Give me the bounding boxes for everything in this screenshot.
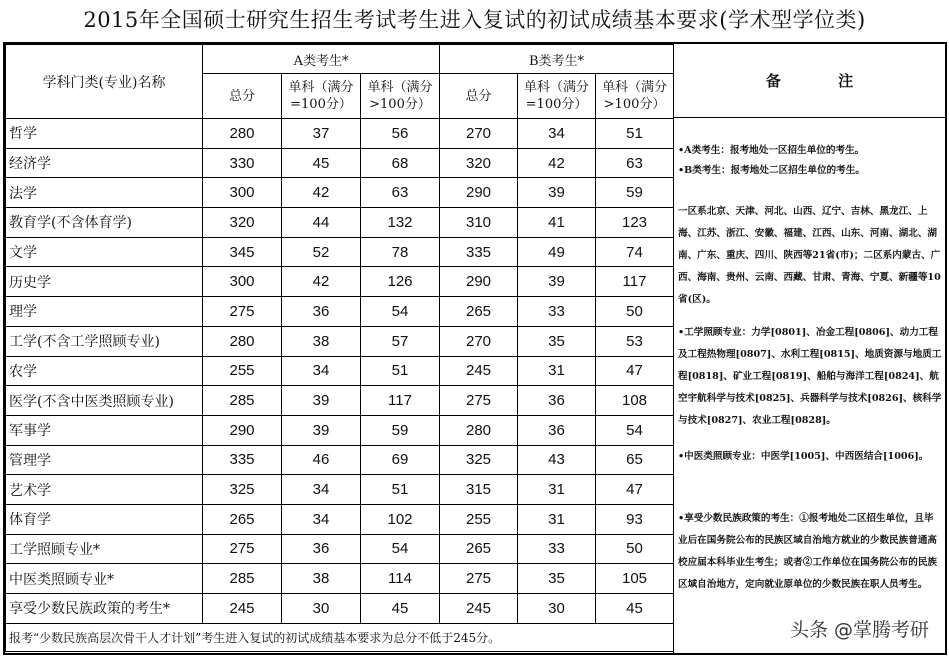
score-cell-b-s2: 51 (596, 119, 674, 149)
b-total-header: 总分 (440, 74, 518, 119)
subject-cell: 教育学(不含体育学) (6, 208, 203, 238)
b-single-over-header: 单科（满分 >100分） (596, 74, 674, 119)
score-cell-a-s1: 37 (282, 119, 361, 149)
score-cell-b-total: 270 (440, 326, 518, 356)
score-cell-b-s2: 93 (596, 504, 674, 534)
score-cell-a-s2: 51 (361, 475, 440, 505)
notes-heading: 备 注 (674, 44, 945, 118)
subject-cell: 医学(不含中医类照顾专业) (6, 386, 203, 416)
table-row (6, 237, 674, 267)
table-row (6, 445, 674, 475)
table-row (6, 208, 674, 238)
score-cell-a-s2: 54 (361, 297, 440, 327)
note-a-class: •A类考生：报考地处一区招生单位的考生。 (678, 145, 865, 156)
score-cell-b-s1: 49 (518, 237, 596, 267)
score-cell-b-s1: 36 (518, 415, 596, 445)
score-cell-b-s2: 105 (596, 564, 674, 594)
subject-cell: 享受少数民族政策的考生* (6, 594, 203, 624)
score-cell-a-total: 345 (203, 237, 282, 267)
table-row (6, 178, 674, 208)
score-cell-a-s2: 63 (361, 178, 440, 208)
table-row (6, 267, 674, 297)
score-cell-b-s1: 39 (518, 178, 596, 208)
score-cell-b-total: 320 (440, 148, 518, 178)
score-cell-a-total: 300 (203, 267, 282, 297)
subject-cell: 管理学 (6, 445, 203, 475)
score-cell-b-s2: 47 (596, 475, 674, 505)
score-cell-a-s1: 34 (282, 356, 361, 386)
subject-cell: 历史学 (6, 267, 203, 297)
group-a-header: A类考生* (203, 45, 440, 74)
table-row (6, 148, 674, 178)
score-cell-a-s2: 45 (361, 594, 440, 624)
score-cell-b-s1: 30 (518, 594, 596, 624)
score-cell-a-s1: 39 (282, 386, 361, 416)
score-cell-a-total: 335 (203, 445, 282, 475)
subject-cell: 工学(不含工学照顾专业) (6, 326, 203, 356)
subject-cell: 理学 (6, 297, 203, 327)
table-row (6, 297, 674, 327)
score-cell-a-s2: 126 (361, 267, 440, 297)
note-region: 一区系北京、天津、河北、山西、辽宁、吉林、黑龙江、上海、江苏、浙江、安徽、福建、江西、山东、河南、湖北、湖南、广东、重庆、四川、陕西等21省(市)；二区系内蒙古、广西、海南、贵州、云南、西藏、甘肃、青海、宁夏、新疆等10省(区)。 (678, 206, 941, 305)
score-cell-b-s1: 31 (518, 356, 596, 386)
score-cell-b-s2: 59 (596, 178, 674, 208)
score-cell-a-s1: 42 (282, 267, 361, 297)
score-cell-b-s2: 63 (596, 148, 674, 178)
score-cell-a-s1: 39 (282, 415, 361, 445)
group-b-header: B类考生* (440, 45, 674, 74)
score-cell-a-s1: 46 (282, 445, 361, 475)
score-cell-a-s1: 34 (282, 504, 361, 534)
score-cell-b-s1: 31 (518, 475, 596, 505)
score-cell-b-s2: 50 (596, 297, 674, 327)
score-cell-b-s1: 34 (518, 119, 596, 149)
score-cell-a-s2: 117 (361, 386, 440, 416)
subject-cell: 工学照顾专业* (6, 534, 203, 564)
score-cell-b-total: 280 (440, 415, 518, 445)
score-cell-b-s2: 53 (596, 326, 674, 356)
table-row (6, 326, 674, 356)
score-cell-a-s2: 78 (361, 237, 440, 267)
score-cell-a-s2: 57 (361, 326, 440, 356)
score-cell-b-total: 255 (440, 504, 518, 534)
subject-cell: 军事学 (6, 415, 203, 445)
score-table (5, 44, 674, 652)
score-cell-a-s2: 102 (361, 504, 440, 534)
score-cell-b-total: 245 (440, 594, 518, 624)
subject-cell: 农学 (6, 356, 203, 386)
score-cell-b-s1: 35 (518, 564, 596, 594)
score-cell-b-s2: 117 (596, 267, 674, 297)
score-cell-a-total: 325 (203, 475, 282, 505)
score-cell-b-total: 290 (440, 267, 518, 297)
score-cell-a-total: 245 (203, 594, 282, 624)
score-cell-a-total: 290 (203, 415, 282, 445)
table-row (6, 415, 674, 445)
score-cell-b-s2: 123 (596, 208, 674, 238)
subject-cell: 哲学 (6, 119, 203, 149)
a-total-header: 总分 (203, 74, 282, 119)
score-cell-a-s1: 45 (282, 148, 361, 178)
score-cell-a-s1: 30 (282, 594, 361, 624)
score-cell-a-s2: 56 (361, 119, 440, 149)
score-cell-b-s2: 65 (596, 445, 674, 475)
subject-cell: 文学 (6, 237, 203, 267)
score-cell-b-total: 270 (440, 119, 518, 149)
score-cell-b-total: 325 (440, 445, 518, 475)
score-cell-b-total: 315 (440, 475, 518, 505)
score-cell-b-s2: 54 (596, 415, 674, 445)
score-cell-b-total: 265 (440, 297, 518, 327)
subject-cell: 经济学 (6, 148, 203, 178)
score-cell-b-s2: 50 (596, 534, 674, 564)
score-cell-b-total: 335 (440, 237, 518, 267)
score-cell-b-s1: 39 (518, 267, 596, 297)
table-row (6, 475, 674, 505)
score-cell-a-total: 285 (203, 564, 282, 594)
score-cell-a-s1: 38 (282, 326, 361, 356)
score-cell-b-total: 275 (440, 386, 518, 416)
subject-cell: 法学 (6, 178, 203, 208)
score-cell-b-total: 265 (440, 534, 518, 564)
score-cell-a-total: 275 (203, 297, 282, 327)
table-row (6, 534, 674, 564)
score-cell-a-s1: 34 (282, 475, 361, 505)
score-cell-a-total: 330 (203, 148, 282, 178)
a-single100-header: 单科（满分 =100分） (282, 74, 361, 119)
score-cell-a-total: 255 (203, 356, 282, 386)
table-row (6, 594, 674, 624)
footnote: 报考“少数民族高层次骨干人才计划”考生进入复试的初试成绩基本要求为总分不低于245分。 (6, 623, 674, 651)
score-cell-b-s1: 33 (518, 297, 596, 327)
score-cell-a-s1: 42 (282, 178, 361, 208)
note-tcm: •中医类照顾专业：中医学[1005]、中西医结合[1006]。 (678, 451, 929, 462)
score-cell-a-s2: 54 (361, 534, 440, 564)
score-cell-a-s2: 114 (361, 564, 440, 594)
table-row (6, 564, 674, 594)
score-cell-b-s2: 47 (596, 356, 674, 386)
score-cell-a-total: 320 (203, 208, 282, 238)
score-cell-a-total: 280 (203, 119, 282, 149)
score-cell-a-s1: 36 (282, 297, 361, 327)
table-row (6, 504, 674, 534)
score-cell-a-s2: 59 (361, 415, 440, 445)
score-cell-b-s1: 41 (518, 208, 596, 238)
score-cell-a-total: 275 (203, 534, 282, 564)
score-cell-b-s1: 43 (518, 445, 596, 475)
score-cell-a-s2: 132 (361, 208, 440, 238)
watermark: 头条 @掌腾考研 (786, 614, 933, 643)
score-cell-a-s1: 44 (282, 208, 361, 238)
b-single100-header: 单科（满分 =100分） (518, 74, 596, 119)
score-cell-b-s1: 33 (518, 534, 596, 564)
score-cell-b-s1: 36 (518, 386, 596, 416)
score-cell-b-s1: 35 (518, 326, 596, 356)
score-table-container (3, 42, 947, 655)
score-cell-b-s2: 108 (596, 386, 674, 416)
score-cell-a-s2: 68 (361, 148, 440, 178)
score-cell-b-total: 310 (440, 208, 518, 238)
score-cell-b-total: 245 (440, 356, 518, 386)
table-row (6, 386, 674, 416)
page-title: 2015年全国硕士研究生招生考试考生进入复试的初试成绩基本要求(学术型学位类) (83, 8, 866, 32)
notes-panel (673, 44, 945, 653)
score-cell-a-total: 285 (203, 386, 282, 416)
score-cell-a-s2: 51 (361, 356, 440, 386)
note-minority: •享受少数民族政策的考生：①报考地处二区招生单位，且毕业后在国务院公布的民族区域自治地方就业的少数民族普通高校应届本科毕业生考生；或者②工作单位在国务院公布的民族区域自治地方，定向就业原单位的少数民族在职人员考生。 (678, 513, 938, 590)
score-cell-a-s2: 69 (361, 445, 440, 475)
score-cell-b-s2: 74 (596, 237, 674, 267)
score-cell-a-total: 300 (203, 178, 282, 208)
note-engineering: •工学照顾专业：力学[0801]、冶金工程[0806]、动力工程及工程热物理[0807]、水利工程[0815]、地质资源与地质工程[0818]、矿业工程[0819]、船舶与海洋工程[0824]、航空宇航科学与技术[0825]、兵器科学与技术[0826]、核科学与技术[0827]、农业工程[0828]。 (678, 327, 942, 426)
table-row (6, 119, 674, 149)
score-cell-a-total: 265 (203, 504, 282, 534)
score-cell-a-s1: 52 (282, 237, 361, 267)
score-cell-b-total: 275 (440, 564, 518, 594)
score-cell-b-total: 290 (440, 178, 518, 208)
score-cell-a-total: 280 (203, 326, 282, 356)
score-cell-b-s1: 42 (518, 148, 596, 178)
table-row (6, 356, 674, 386)
a-single-over-header: 单科（满分 >100分） (361, 74, 440, 119)
subject-cell: 艺术学 (6, 475, 203, 505)
score-cell-a-s1: 38 (282, 564, 361, 594)
score-cell-a-s1: 36 (282, 534, 361, 564)
subject-cell: 中医类照顾专业* (6, 564, 203, 594)
score-cell-b-s2: 45 (596, 594, 674, 624)
subject-cell: 体育学 (6, 504, 203, 534)
score-cell-b-s1: 31 (518, 504, 596, 534)
note-b-class: •B类考生：报考地处二区招生单位的考生。 (678, 165, 865, 176)
subject-header: 学科门类(专业)名称 (6, 45, 203, 119)
